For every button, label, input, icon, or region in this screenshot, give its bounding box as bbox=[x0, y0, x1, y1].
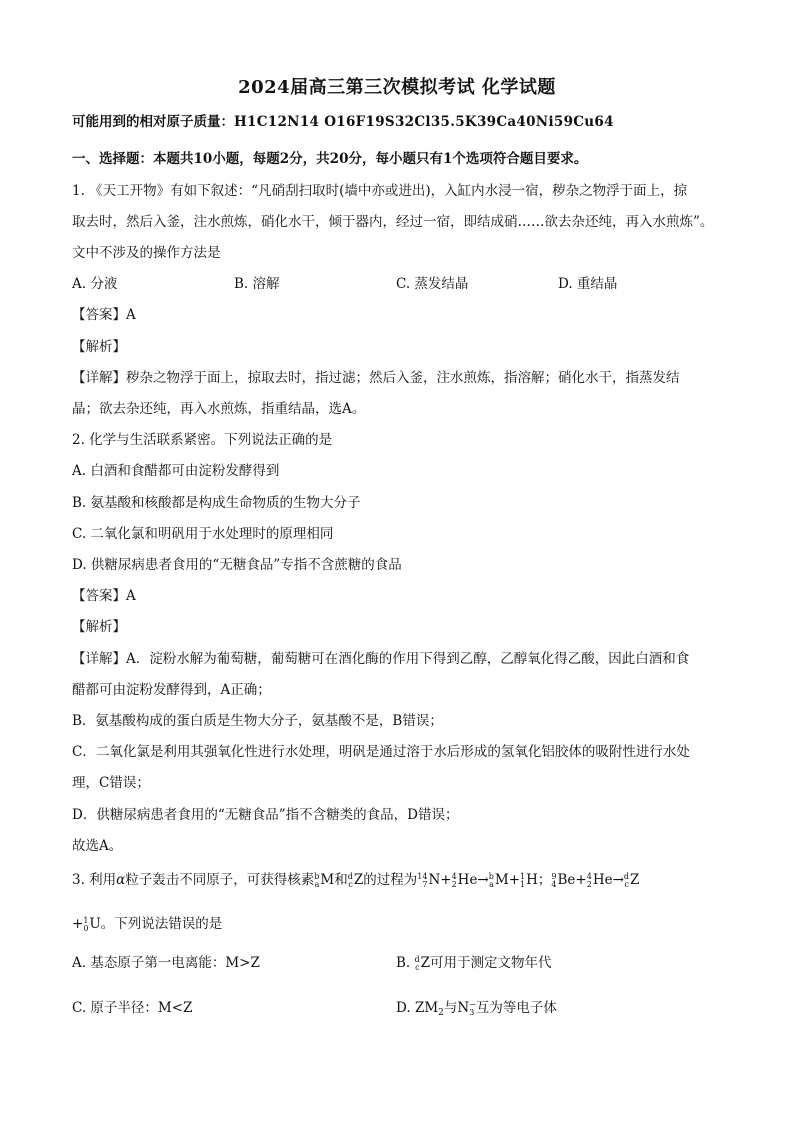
mass-number: 14 bbox=[417, 871, 428, 881]
nuclide-scripts bbox=[83, 917, 88, 933]
option-letter: B. bbox=[396, 955, 411, 971]
q3-option-c: C. 原子半径：M<Z bbox=[72, 1000, 193, 1016]
q2-detail-line3: B．氨基酸构成的蛋白质是生物大分子，氨基酸不是，B错误； bbox=[72, 713, 443, 729]
mass-number: 1 bbox=[520, 871, 526, 881]
equation-part: Z bbox=[630, 872, 640, 888]
q1-option-a: A. 分液 bbox=[72, 276, 118, 292]
option-text: Z可用于测定文物年代 bbox=[420, 955, 552, 971]
atomic-number: c bbox=[415, 962, 420, 972]
equation-part: H； bbox=[526, 872, 552, 888]
charge: − bbox=[469, 999, 476, 1009]
atomic-masses-values: H1C12N14 O16F19S32Cl35.5K39Ca40Ni59Cu64 bbox=[234, 114, 614, 130]
q2-detail-line7: 故选A。 bbox=[72, 838, 123, 854]
q1-analysis-label: 【解析】 bbox=[72, 339, 126, 355]
atomic-number: a bbox=[314, 879, 320, 889]
q3-stem-text: U。下列说法错误的是 bbox=[89, 916, 223, 932]
q1-answer: 【答案】A bbox=[72, 307, 136, 323]
q1-detail-line2: 晶；欲去杂还纯，再入水煎炼，指重结晶，选A。 bbox=[72, 401, 366, 417]
subscript: 2 bbox=[438, 1008, 444, 1018]
q2-detail-line5: 理，C错误； bbox=[72, 775, 150, 791]
q2-option-b: B. 氨基酸和核酸都是构成生命物质的生物大分子 bbox=[72, 495, 361, 511]
atomic-number: c bbox=[348, 879, 353, 889]
equation-part: + bbox=[72, 916, 84, 932]
ion-scripts bbox=[469, 1001, 476, 1017]
mass-number: 4 bbox=[586, 871, 592, 881]
q1-stem-line3: 文中不涉及的操作方法是 bbox=[72, 245, 221, 261]
nuclide-scripts bbox=[348, 873, 353, 889]
subscript: 3 bbox=[469, 1007, 475, 1017]
nuclide-scripts bbox=[452, 873, 457, 889]
q2-stem: 2. 化学与生活联系紧密。下列说法正确的是 bbox=[72, 432, 333, 448]
atomic-number: c bbox=[624, 879, 630, 889]
mass-number: 1 bbox=[83, 915, 89, 925]
q3-stem-text: 粒子轰击不同原子，可获得核素 bbox=[125, 872, 315, 888]
mass-number: d bbox=[623, 871, 630, 881]
atomic-number: 2 bbox=[451, 879, 457, 889]
equation-part: M+ bbox=[494, 872, 521, 888]
atomic-masses-line bbox=[72, 112, 752, 132]
nuclide-scripts bbox=[587, 873, 592, 889]
mass-number: d bbox=[414, 954, 420, 964]
atomic-number: 0 bbox=[83, 923, 89, 933]
q3-option-b bbox=[396, 953, 552, 973]
equation-part: N+ bbox=[428, 872, 452, 888]
q2-option-c: C. 二氧化氯和明矾用于水处理时的原理相同 bbox=[72, 526, 334, 542]
equation-part: He→ bbox=[592, 872, 624, 888]
mass-number: 9 bbox=[551, 871, 557, 881]
mass-number: 4 bbox=[451, 871, 457, 881]
q3-stem-text: M和 bbox=[320, 872, 348, 888]
q2-detail-line1: 【详解】A．淀粉水解为葡萄糖，葡萄糖可在酒化酶的作用下得到乙醇，乙醇氧化得乙酸，因此白酒和食 bbox=[72, 651, 690, 667]
alpha-symbol: α bbox=[116, 872, 126, 888]
equation-part: Be+ bbox=[557, 872, 587, 888]
q2-detail-line4: C．二氧化氯是利用其强氧化性进行水处理，明矾是通过溶于水后形成的氢氧化铝胶体的吸附性进行水处 bbox=[72, 744, 690, 760]
atomic-number: a bbox=[489, 879, 494, 889]
q3-stem-line2 bbox=[72, 914, 752, 934]
section-heading: 一、选择题：本题共10小题，每题2分，共20分，每小题只有1个选项符合题目要求。 bbox=[72, 151, 588, 167]
q1-stem-line2: 取去时，然后入釜，注水煎炼，硝化水干，倾于器内，经过一宿，即结成硝……欲去杂还纯，再入水煎炼”。 bbox=[72, 214, 714, 230]
nuclide-scripts bbox=[417, 873, 427, 889]
atomic-number: 4 bbox=[551, 879, 557, 889]
atomic-masses-label: 可能用到的相对原子质量： bbox=[72, 114, 234, 130]
q3-stem-line1 bbox=[72, 870, 752, 890]
formula-n: 与N bbox=[443, 1000, 470, 1016]
q1-option-d: D. 重结晶 bbox=[558, 276, 618, 292]
mass-number: b bbox=[488, 871, 494, 881]
formula-zm: ZM bbox=[414, 1000, 439, 1016]
q2-option-d: D. 供糖尿病患者食用的“无糖食品”专指不含蔗糖的食品 bbox=[72, 557, 402, 573]
equation-part: He→ bbox=[457, 872, 489, 888]
q3-option-a: A. 基态原子第一电离能：M>Z bbox=[72, 955, 260, 971]
nuclide-scripts bbox=[489, 873, 494, 889]
nuclide-scripts bbox=[314, 873, 319, 889]
option-letter: D. bbox=[396, 1000, 411, 1016]
nuclide-scripts bbox=[415, 956, 420, 972]
nuclide-scripts bbox=[624, 873, 629, 889]
nuclide-scripts bbox=[520, 873, 525, 889]
q3-option-d bbox=[396, 998, 557, 1023]
q2-detail-line2: 醋都可由淀粉发酵得到，A正确； bbox=[72, 682, 271, 698]
q1-option-b: B. 溶解 bbox=[234, 276, 280, 292]
q2-answer: 【答案】A bbox=[72, 588, 136, 604]
mass-number: d bbox=[347, 871, 353, 881]
atomic-number: 2 bbox=[586, 879, 592, 889]
page-title: 2024届高三第三次模拟考试 化学试题 bbox=[238, 77, 556, 98]
q2-detail-line6: D．供糖尿病患者食用的“无糖食品”指不含糖类的食品，D错误； bbox=[72, 807, 459, 823]
atomic-number: 7 bbox=[422, 879, 428, 889]
atomic-number: 1 bbox=[520, 879, 526, 889]
nuclide-scripts bbox=[551, 873, 556, 889]
option-text: 互为等电子体 bbox=[475, 1000, 557, 1016]
q1-detail-line1: 【详解】秽杂之物浮于面上，掠取去时，指过滤；然后入釜，注水煎炼，指溶解；硝化水干，指蒸发结 bbox=[72, 370, 680, 386]
q2-option-a: A. 白酒和食醋都可由淀粉发酵得到 bbox=[72, 463, 280, 479]
q1-option-c: C. 蒸发结晶 bbox=[396, 276, 469, 292]
mass-number: b bbox=[314, 871, 320, 881]
q2-analysis-label: 【解析】 bbox=[72, 619, 126, 635]
q1-stem-line1: 1. 《天工开物》有如下叙述：“凡硝刮扫取时(墙中亦或进出)，入缸内水浸一宿，秽杂之物浮于面上，掠 bbox=[72, 183, 688, 199]
q3-stem-text: Z的过程为 bbox=[353, 872, 418, 888]
q3-stem-text: 3. 利用 bbox=[72, 872, 117, 888]
